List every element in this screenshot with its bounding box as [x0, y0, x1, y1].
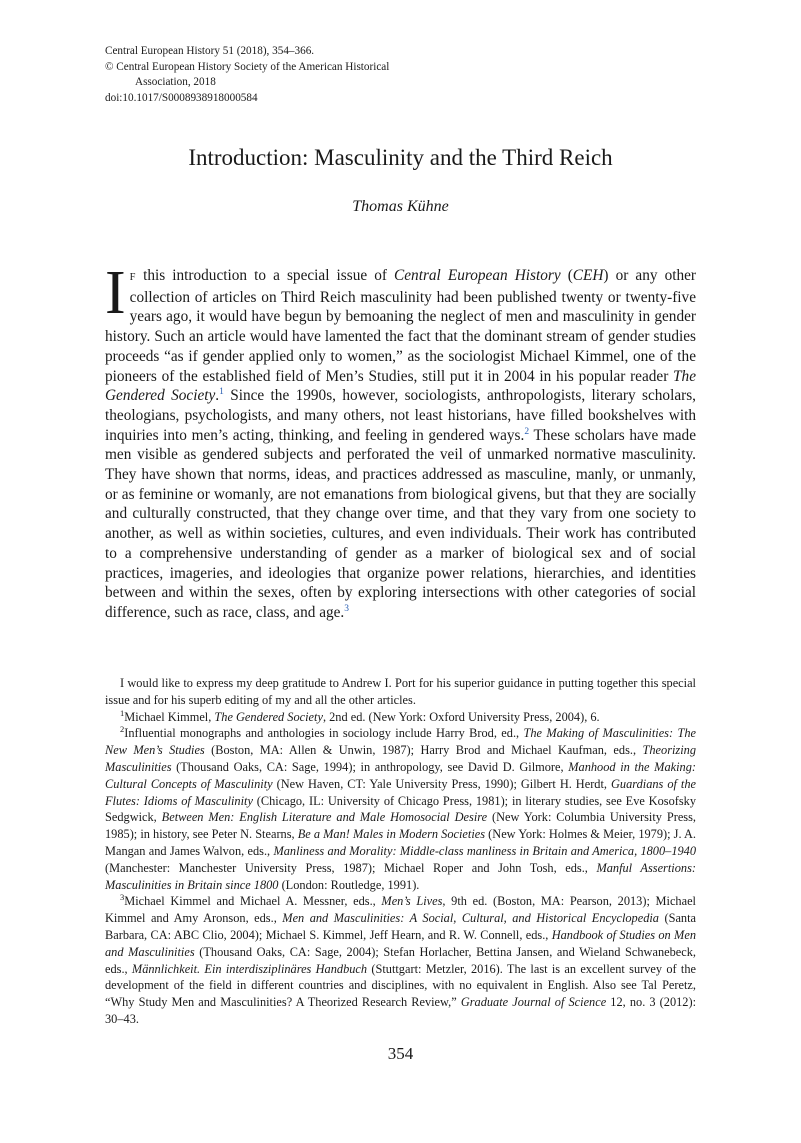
footnote-italic: The Making of Masculinities: The New Men’s Studies	[105, 726, 696, 758]
footnote-number: 2	[120, 724, 125, 735]
footnote-italic: Handbook of Studies on Men and Masculinities	[105, 927, 696, 959]
body-text-run: .	[215, 387, 220, 405]
body-text-run: this introduction to a special issue of	[136, 267, 395, 284]
footnote-italic: Be a Man! Males in Modern Societies	[297, 827, 486, 842]
footnote-ref-1[interactable]: 1	[219, 387, 224, 398]
footnote-ref-2[interactable]: 2	[524, 426, 530, 437]
footnote-text: (Manchester: Manchester University Press, 1987); Michael Roper and John Tosh, eds.,	[105, 860, 597, 875]
body-text-run: ) or any other collection of articles on Third Reich masculinity had been published twenty or twenty-five years ago, it would have begun by bemoaning the neglect of men and masculinity in gender history. Such an article would have lamented the fact that the dominant stream of gender studies proceeds “as if gender applied only to women,” as the sociologist Michael Kimmel, one of the pioneers of the established field of Men’s Studies, still put it in 2004 in his popular reader	[105, 267, 697, 385]
body-text-run: Since the 1990s, however, sociologists, anthropologists, literary scholars, theologians, psychologists, and many others, not least historians, have filled bookshelves with inquiries into men’s acting, thinking, and feeling in gendered ways.	[105, 387, 696, 444]
small-caps-f: F	[129, 272, 136, 283]
footnote-2	[105, 725, 696, 893]
journal-citation: Central European History 51 (2018), 354–366.	[105, 45, 315, 57]
copyright-line-cont: Association, 2018	[135, 76, 216, 88]
footnote-italic: Theorizing Masculinities	[105, 743, 696, 774]
body-text-run: (	[560, 267, 573, 284]
citation-header	[105, 44, 525, 106]
footnote-text: (London: Routledge, 1991).	[278, 877, 420, 892]
footnote-text: Michael Kimmel,	[124, 709, 215, 724]
footnote-text: (New Haven, CT: Yale University Press, 1990); Gilbert H. Herdt,	[272, 776, 611, 791]
book-title-italic: The Gendered Society	[105, 367, 696, 405]
footnote-italic: Manliness and Morality: Middle-class manliness in Britain and America, 1800–1940	[273, 843, 697, 858]
footnote-italic: Men’s Lives	[381, 894, 443, 909]
body-paragraph	[105, 259, 697, 623]
footnote-text: (Santa Barbara, CA: ABC Clio, 2004); Michael S. Kimmel, Jeff Hearn, and R. W. Connell, eds.,	[105, 911, 697, 942]
acknowledgment-note: I would like to express my deep gratitude to Andrew I. Port for his superior guidance in putting together this special issue and for his superb editing of my and all the other articles.	[105, 676, 696, 707]
footnote-text: (Stuttgart: Metzler, 2016). The last is an excellent survey of the development of the field in different countries and disciplines, with no equivalent in English. Also see Tal Peretz, “Why Study Men and Masculinities? A Theorized Research Review,”	[105, 961, 697, 1010]
footnote-text: (New York: Columbia University Press, 1985); in history, see Peter N. Stearns,	[105, 810, 697, 842]
footnote-italic: Graduate Journal of Science	[460, 995, 607, 1010]
article-title: Introduction: Masculinity and the Third Reich	[188, 145, 613, 170]
footnote-ref-3[interactable]: 3	[344, 603, 349, 614]
footnote-text: (Boston, MA: Allen & Unwin, 1987); Harry Brod and Michael Kaufman, eds.,	[204, 743, 643, 758]
footnote-text: (Thousand Oaks, CA: Sage, 1994); in anthropology, see David D. Gilmore,	[171, 759, 569, 774]
footnote-text: , 9th ed. (Boston, MA: Pearson, 2013); Michael Kimmel and Amy Aronson, eds.,	[105, 894, 696, 926]
footnote-italic: The Gendered Society	[214, 709, 323, 724]
page-number: 354	[387, 1044, 414, 1063]
copyright-line: © Central European History Society of the American Historical	[105, 60, 390, 73]
footnote-italic: Manhood in the Making: Cultural Concepts of Masculinity	[105, 759, 696, 791]
journal-title-italic: Central European History	[394, 267, 561, 284]
footnote-text: , 2nd ed. (New York: Oxford University Press, 2004), 6.	[322, 709, 600, 724]
ceh-italic: CEH	[572, 267, 604, 284]
footnote-text: (New York: Holmes & Meier, 1979); J. A. Mangan and James Walvon, eds.,	[105, 827, 696, 858]
footnote-3	[105, 893, 696, 1027]
footnote-number: 3	[120, 892, 125, 903]
footnote-text: Michael Kimmel and Michael A. Messner, eds.,	[124, 894, 382, 909]
footnote-text: (Thousand Oaks, CA: Sage, 2004); Stefan Horlacher, Bettina Jansen, and Wieland Schwanebeck, eds.,	[105, 944, 696, 976]
footnotes	[105, 675, 696, 1028]
drop-cap: I	[105, 259, 126, 327]
footnote-italic: Between Men: English Literature and Male Homosocial Desire	[161, 810, 488, 825]
footnote-italic: Guardians of the Flutes: Idioms of Masculinity	[105, 776, 696, 808]
footnote-text: Influential monographs and anthologies in sociology include Harry Brod, ed.,	[124, 726, 524, 741]
footnote-text: (Chicago, IL: University of Chicago Press, 1981); in literary studies, see Eve Kosofsky Sedgwick,	[105, 793, 696, 825]
article-body	[105, 259, 697, 623]
footnote-italic: Men and Masculinities: A Social, Cultural, and Historical Encyclopedia	[282, 911, 659, 926]
footnote-italic: Manful Assertions: Masculinities in Britain since 1800	[105, 860, 696, 892]
footnote-number: 1	[120, 707, 125, 718]
doi: doi:10.1017/S0008938918000584	[105, 91, 258, 104]
body-text-run: These scholars have made men visible as gendered subjects and perforated the veil of unmarked normative masculinity. They have shown that norms, ideas, and practices addressed as masculine, manly, or unmanly, or as feminine or womanly, are not emanations from biological givens, but that they are socially and culturally constructed, that they change over time, and that they vary from one society to another, as well as within societies, cultures, and even individuals. Their work has contributed to a comprehensive understanding of gender as a marker of biological sex and of social practices, imageries, and ideologies that organize power relations, hierarchies, and identities between and within the sexes, often by exploring intersections with other categories of social difference, such as race, class, and age.	[105, 426, 696, 621]
author-name: Thomas Kühne	[352, 198, 449, 215]
footnote-1	[105, 709, 696, 726]
footnote-text: 12, no. 3 (2012): 30–43.	[105, 995, 697, 1026]
footnote-italic: Männlichkeit. Ein interdisziplinäres Handbuch	[131, 961, 368, 976]
